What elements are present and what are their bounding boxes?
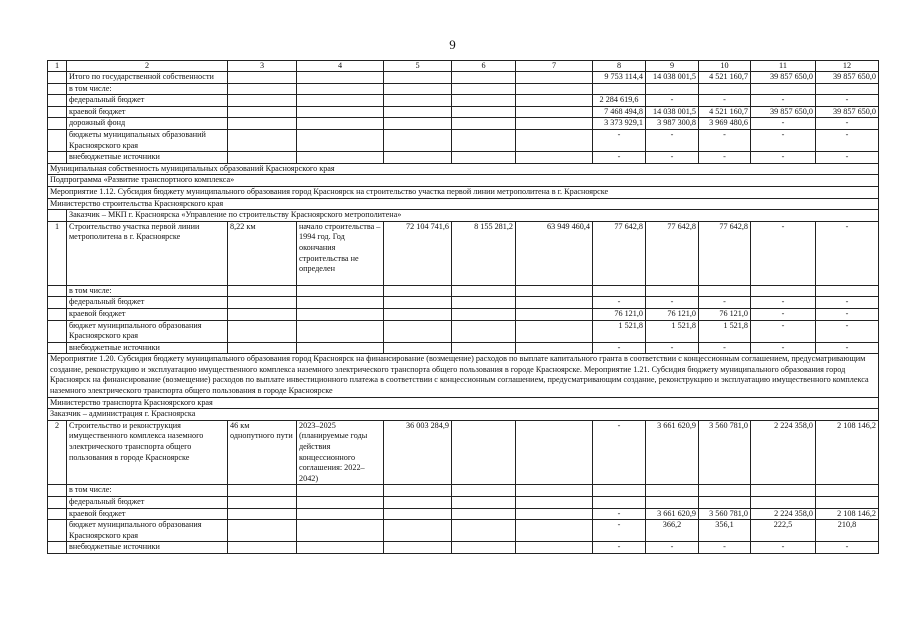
- value-cell: -: [751, 152, 816, 164]
- value-cell: 4 521 160,7: [699, 72, 751, 84]
- value-cell: 3 661 620,9: [646, 508, 699, 520]
- value-cell: 76 121,0: [593, 308, 646, 320]
- value-cell: -: [816, 342, 879, 354]
- row-label: федеральный бюджет: [67, 95, 228, 107]
- value-cell: -: [593, 297, 646, 309]
- object-period: 2023–2025 (планируемые годы действия концессионного соглашения: 2022–2042): [297, 420, 384, 485]
- value-cell: -: [751, 221, 816, 285]
- budget-table: [47, 60, 879, 554]
- section-heading: Подпрограмма «Развитие транспортного комплекса»: [48, 175, 879, 187]
- value-cell: -: [816, 221, 879, 285]
- value-cell: 3 560 781,0: [699, 420, 751, 485]
- table-header-row: [48, 61, 879, 72]
- value-cell: 3 661 620,9: [646, 420, 699, 485]
- value-cell: 4 521 160,7: [699, 106, 751, 118]
- value-cell: 3 987 300,8: [646, 118, 699, 130]
- value-cell: -: [593, 342, 646, 354]
- row-label: краевой бюджет: [67, 106, 228, 118]
- value-cell: 39 857 650,0: [751, 72, 816, 84]
- section-row: [48, 163, 879, 175]
- row-label: бюджеты муниципальных образований Красноярского края: [67, 129, 228, 151]
- value-cell: -: [699, 297, 751, 309]
- value-cell: -: [593, 152, 646, 164]
- value-cell: 1 521,8: [699, 320, 751, 342]
- value-cell: -: [816, 152, 879, 164]
- value-cell: 39 857 650,0: [816, 72, 879, 84]
- section-heading: Мероприятие 1.12. Субсидия бюджету муниципального образования город Красноярск на строительство участка первой линии метрополитена в г. Красноярске: [48, 186, 879, 198]
- value-cell: -: [751, 542, 816, 554]
- row-label: внебюджетные источники: [67, 342, 228, 354]
- value-cell: 77 642,8: [699, 221, 751, 285]
- value-cell: -: [816, 297, 879, 309]
- section-row: [48, 175, 879, 187]
- value-cell: 14 038 001,5: [646, 106, 699, 118]
- section-heading: Министерство строительства Красноярского края: [48, 198, 879, 210]
- row-label: в том числе:: [67, 485, 228, 497]
- value-cell: -: [816, 320, 879, 342]
- value-cell: 3 373 929,1: [593, 118, 646, 130]
- header-cell: 3: [228, 61, 297, 72]
- table-row: [48, 221, 879, 285]
- value-cell: 2 224 358,0: [751, 420, 816, 485]
- value-cell: 2 108 146,2: [816, 508, 879, 520]
- object-capacity: 8,22 км: [228, 221, 297, 285]
- value-cell: 77 642,8: [593, 221, 646, 285]
- value-cell: -: [593, 129, 646, 151]
- value-cell: -: [751, 308, 816, 320]
- row-label: в том числе:: [67, 285, 228, 297]
- table-row: [48, 106, 879, 118]
- value-cell: -: [751, 342, 816, 354]
- value-cell: -: [751, 118, 816, 130]
- value-cell: -: [646, 129, 699, 151]
- value-cell: 76 121,0: [699, 308, 751, 320]
- table-row: [48, 542, 879, 554]
- value-cell: 366,2: [646, 520, 699, 542]
- value-cell: -: [699, 152, 751, 164]
- value-cell: -: [646, 152, 699, 164]
- header-cell: 6: [452, 61, 516, 72]
- section-row: [48, 198, 879, 210]
- section-heading: Муниципальная собственность муниципальных образований Красноярского края: [48, 163, 879, 175]
- row-label: внебюджетные источники: [67, 152, 228, 164]
- value-cell: -: [751, 95, 816, 107]
- table-row: [48, 508, 879, 520]
- value-cell: -: [751, 129, 816, 151]
- header-cell: 2: [67, 61, 228, 72]
- header-cell: 9: [646, 61, 699, 72]
- table-row: [48, 297, 879, 309]
- row-number: 2: [48, 420, 67, 485]
- value-cell: 2 108 146,2: [816, 420, 879, 485]
- object-period: начало строительства – 1994 год. Год окончания строительства не определен: [297, 221, 384, 285]
- value-cell: -: [646, 342, 699, 354]
- header-cell: 7: [516, 61, 593, 72]
- value-cell: 14 038 001,5: [646, 72, 699, 84]
- table-row: [48, 320, 879, 342]
- section-heading: Заказчик – администрация г. Красноярска: [48, 409, 879, 421]
- header-cell: 4: [297, 61, 384, 72]
- section-row: [48, 186, 879, 198]
- object-name: Строительство и реконструкция имущественного комплекса наземного электрического транспорта общего пользования в городе Красноярске: [67, 420, 228, 485]
- section-row: [48, 397, 879, 409]
- section-heading: Заказчик – МКП г. Красноярска «Управление по строительству Красноярского метрополитена»: [67, 210, 879, 222]
- row-label: краевой бюджет: [67, 508, 228, 520]
- table-row: [48, 497, 879, 509]
- value-cell: -: [699, 342, 751, 354]
- value-cell: -: [593, 420, 646, 485]
- row-label: краевой бюджет: [67, 308, 228, 320]
- table-row: [48, 520, 879, 542]
- value-cell: -: [699, 129, 751, 151]
- table-row: [48, 118, 879, 130]
- section-row: [48, 210, 879, 222]
- value-cell: -: [593, 508, 646, 520]
- row-label: бюджет муниципального образования Красноярского края: [67, 520, 228, 542]
- value-cell: 39 857 650,0: [751, 106, 816, 118]
- value-cell: 1 521,8: [593, 320, 646, 342]
- value-cell: 210,8: [816, 520, 879, 542]
- value-cell: 356,1: [699, 520, 751, 542]
- value-cell: 3 560 781,0: [699, 508, 751, 520]
- value-cell: 77 642,8: [646, 221, 699, 285]
- value-cell: -: [816, 129, 879, 151]
- table-row: [48, 72, 879, 84]
- value-cell: 222,5: [751, 520, 816, 542]
- table-row: [48, 83, 879, 95]
- row-number: 1: [48, 221, 67, 285]
- value-cell: -: [699, 95, 751, 107]
- header-cell: 1: [48, 61, 67, 72]
- row-label: Итого по государственной собственности: [67, 72, 228, 84]
- section-heading: Министерство транспорта Красноярского края: [48, 397, 879, 409]
- value-cell: -: [816, 542, 879, 554]
- table-row: [48, 342, 879, 354]
- value-cell: 3 969 480,6: [699, 118, 751, 130]
- section-heading: Мероприятие 1.20. Субсидия бюджету муниципального образования город Красноярск на финансирование (возмещение) расходов по выплате капитального гранта в соответствии с концессионным соглашением, предусматривающим создание, реконструкцию и эксплуатацию имущественного комплекса наземного электрического транспорта общего пользования в городе Красноярске. Мероприятие 1.21. Субсидия бюджету муниципального образования город Красноярск на финансирование (возмещение) расходов по выплате инвестиционного платежа в соответствии с концессионным соглашением, предусматривающим создание, реконструкцию и эксплуатацию имущественного комплекса наземного электрического транспорта общего пользования в городе Красноярске: [48, 354, 879, 397]
- section-row: [48, 409, 879, 421]
- value-cell: -: [751, 320, 816, 342]
- value-cell: 2 224 358,0: [751, 508, 816, 520]
- value-cell: -: [646, 95, 699, 107]
- row-label: внебюджетные источники: [67, 542, 228, 554]
- header-cell: 11: [751, 61, 816, 72]
- table-row: [48, 485, 879, 497]
- table-row: [48, 95, 879, 107]
- header-cell: 10: [699, 61, 751, 72]
- page-number: 9: [449, 37, 456, 52]
- value-cell: 7 468 494,8: [593, 106, 646, 118]
- value-cell: 39 857 650,0: [816, 106, 879, 118]
- value-cell: 63 949 460,4: [516, 221, 593, 285]
- value-cell: 9 753 114,4: [593, 72, 646, 84]
- value-cell: -: [816, 308, 879, 320]
- table-row: [48, 308, 879, 320]
- value-cell: -: [646, 297, 699, 309]
- value-cell: -: [816, 118, 879, 130]
- table-row: [48, 285, 879, 297]
- value-cell: -: [593, 520, 646, 542]
- row-label: в том числе:: [67, 83, 228, 95]
- row-label: федеральный бюджет: [67, 297, 228, 309]
- value-cell: 8 155 281,2: [452, 221, 516, 285]
- value-cell: -: [699, 542, 751, 554]
- header-cell: 5: [384, 61, 452, 72]
- row-label: дорожный фонд: [67, 118, 228, 130]
- value-cell: 76 121,0: [646, 308, 699, 320]
- header-cell: 8: [593, 61, 646, 72]
- value-cell: 2 284 619,6: [593, 95, 646, 107]
- object-name: Строительство участка первой линии метрополитена в г. Красноярске: [67, 221, 228, 285]
- object-capacity: 46 км однопутного пути: [228, 420, 297, 485]
- section-row: [48, 354, 879, 397]
- value-cell: 72 104 741,6: [384, 221, 452, 285]
- value-cell: -: [751, 297, 816, 309]
- row-label: бюджет муниципального образования Красноярского края: [67, 320, 228, 342]
- table-row: [48, 420, 879, 485]
- table-row: [48, 152, 879, 164]
- value-cell: 36 003 284,9: [384, 420, 452, 485]
- row-label: федеральный бюджет: [67, 497, 228, 509]
- header-cell: 12: [816, 61, 879, 72]
- table-row: [48, 129, 879, 151]
- value-cell: -: [593, 542, 646, 554]
- value-cell: -: [816, 95, 879, 107]
- value-cell: 1 521,8: [646, 320, 699, 342]
- value-cell: -: [646, 542, 699, 554]
